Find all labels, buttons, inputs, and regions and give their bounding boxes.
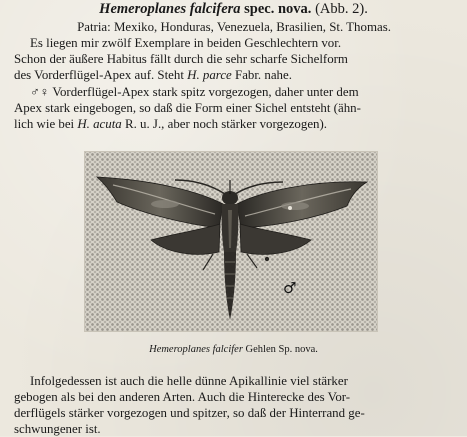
text-fragment: lich wie bei [14, 117, 78, 131]
text-line: derflügels stärker vorgezogen und spitzer, so daß der Hinterrand ge- [14, 406, 365, 420]
description-paragraph-2 [14, 84, 454, 132]
description-paragraph-1 [14, 19, 454, 83]
left-hindwing [151, 224, 220, 254]
moth-photograph [84, 151, 378, 332]
right-wing-spot [288, 206, 292, 210]
species-reference: H. parce [187, 68, 232, 82]
figure-reference: (Abb. 2). [315, 1, 368, 17]
species-name: Hemeroplanes falcifera [99, 1, 241, 17]
text-line: Infolgedessen ist auch die helle dünne Apikallinie viel stärker [30, 374, 348, 388]
species-reference: H. acuta [77, 117, 122, 131]
patria-line [14, 19, 454, 35]
text-line: Es liegen mir zwölf Exemplare in beiden Geschlechtern vor. [30, 36, 342, 50]
male-symbol: ♂ [283, 279, 297, 297]
right-wing-patch [281, 202, 309, 210]
text-line: ♂♀ Vorderflügel-Apex stark spitz vorgezogen, daher unter dem [30, 85, 359, 99]
text-line: schwungener ist. [14, 422, 101, 436]
text-line: Schon der äußere Habitus fällt durch die sehr scharfe Sichelform [14, 52, 348, 66]
patria-localities: Mexiko, Honduras, Venezuela, Brasilien, St. Thomas. [113, 20, 391, 34]
text-line [14, 67, 454, 83]
caption-species-name: Hemeroplanes falcifer [149, 344, 243, 355]
hawkmoth-specimen-image [85, 152, 377, 331]
species-heading [0, 1, 467, 18]
text-fragment: Fabr. nahe. [231, 68, 292, 82]
figure-caption [0, 343, 467, 356]
left-wing-patch [151, 200, 179, 208]
hindwing-spot [265, 257, 269, 261]
text-line [14, 116, 454, 132]
text-line: gebogen als bei den anderen Arten. Auch die Hinterecke des Vor- [14, 390, 351, 404]
right-hindwing [240, 224, 311, 254]
text-line: Apex stark eingebogen, so daß die Form einer Sichel entsteht (ähn- [14, 101, 361, 115]
caption-authority: Gehlen Sp. nova. [242, 344, 318, 355]
text-fragment: des Vorderflügel-Apex auf. Steht [14, 68, 188, 82]
species-status: spec. nova. [244, 1, 312, 17]
text-fragment: R. u. J., aber noch stärker vorgezogen). [121, 117, 327, 131]
description-paragraph-3 [14, 373, 454, 437]
patria-label: Patria: [77, 20, 111, 34]
